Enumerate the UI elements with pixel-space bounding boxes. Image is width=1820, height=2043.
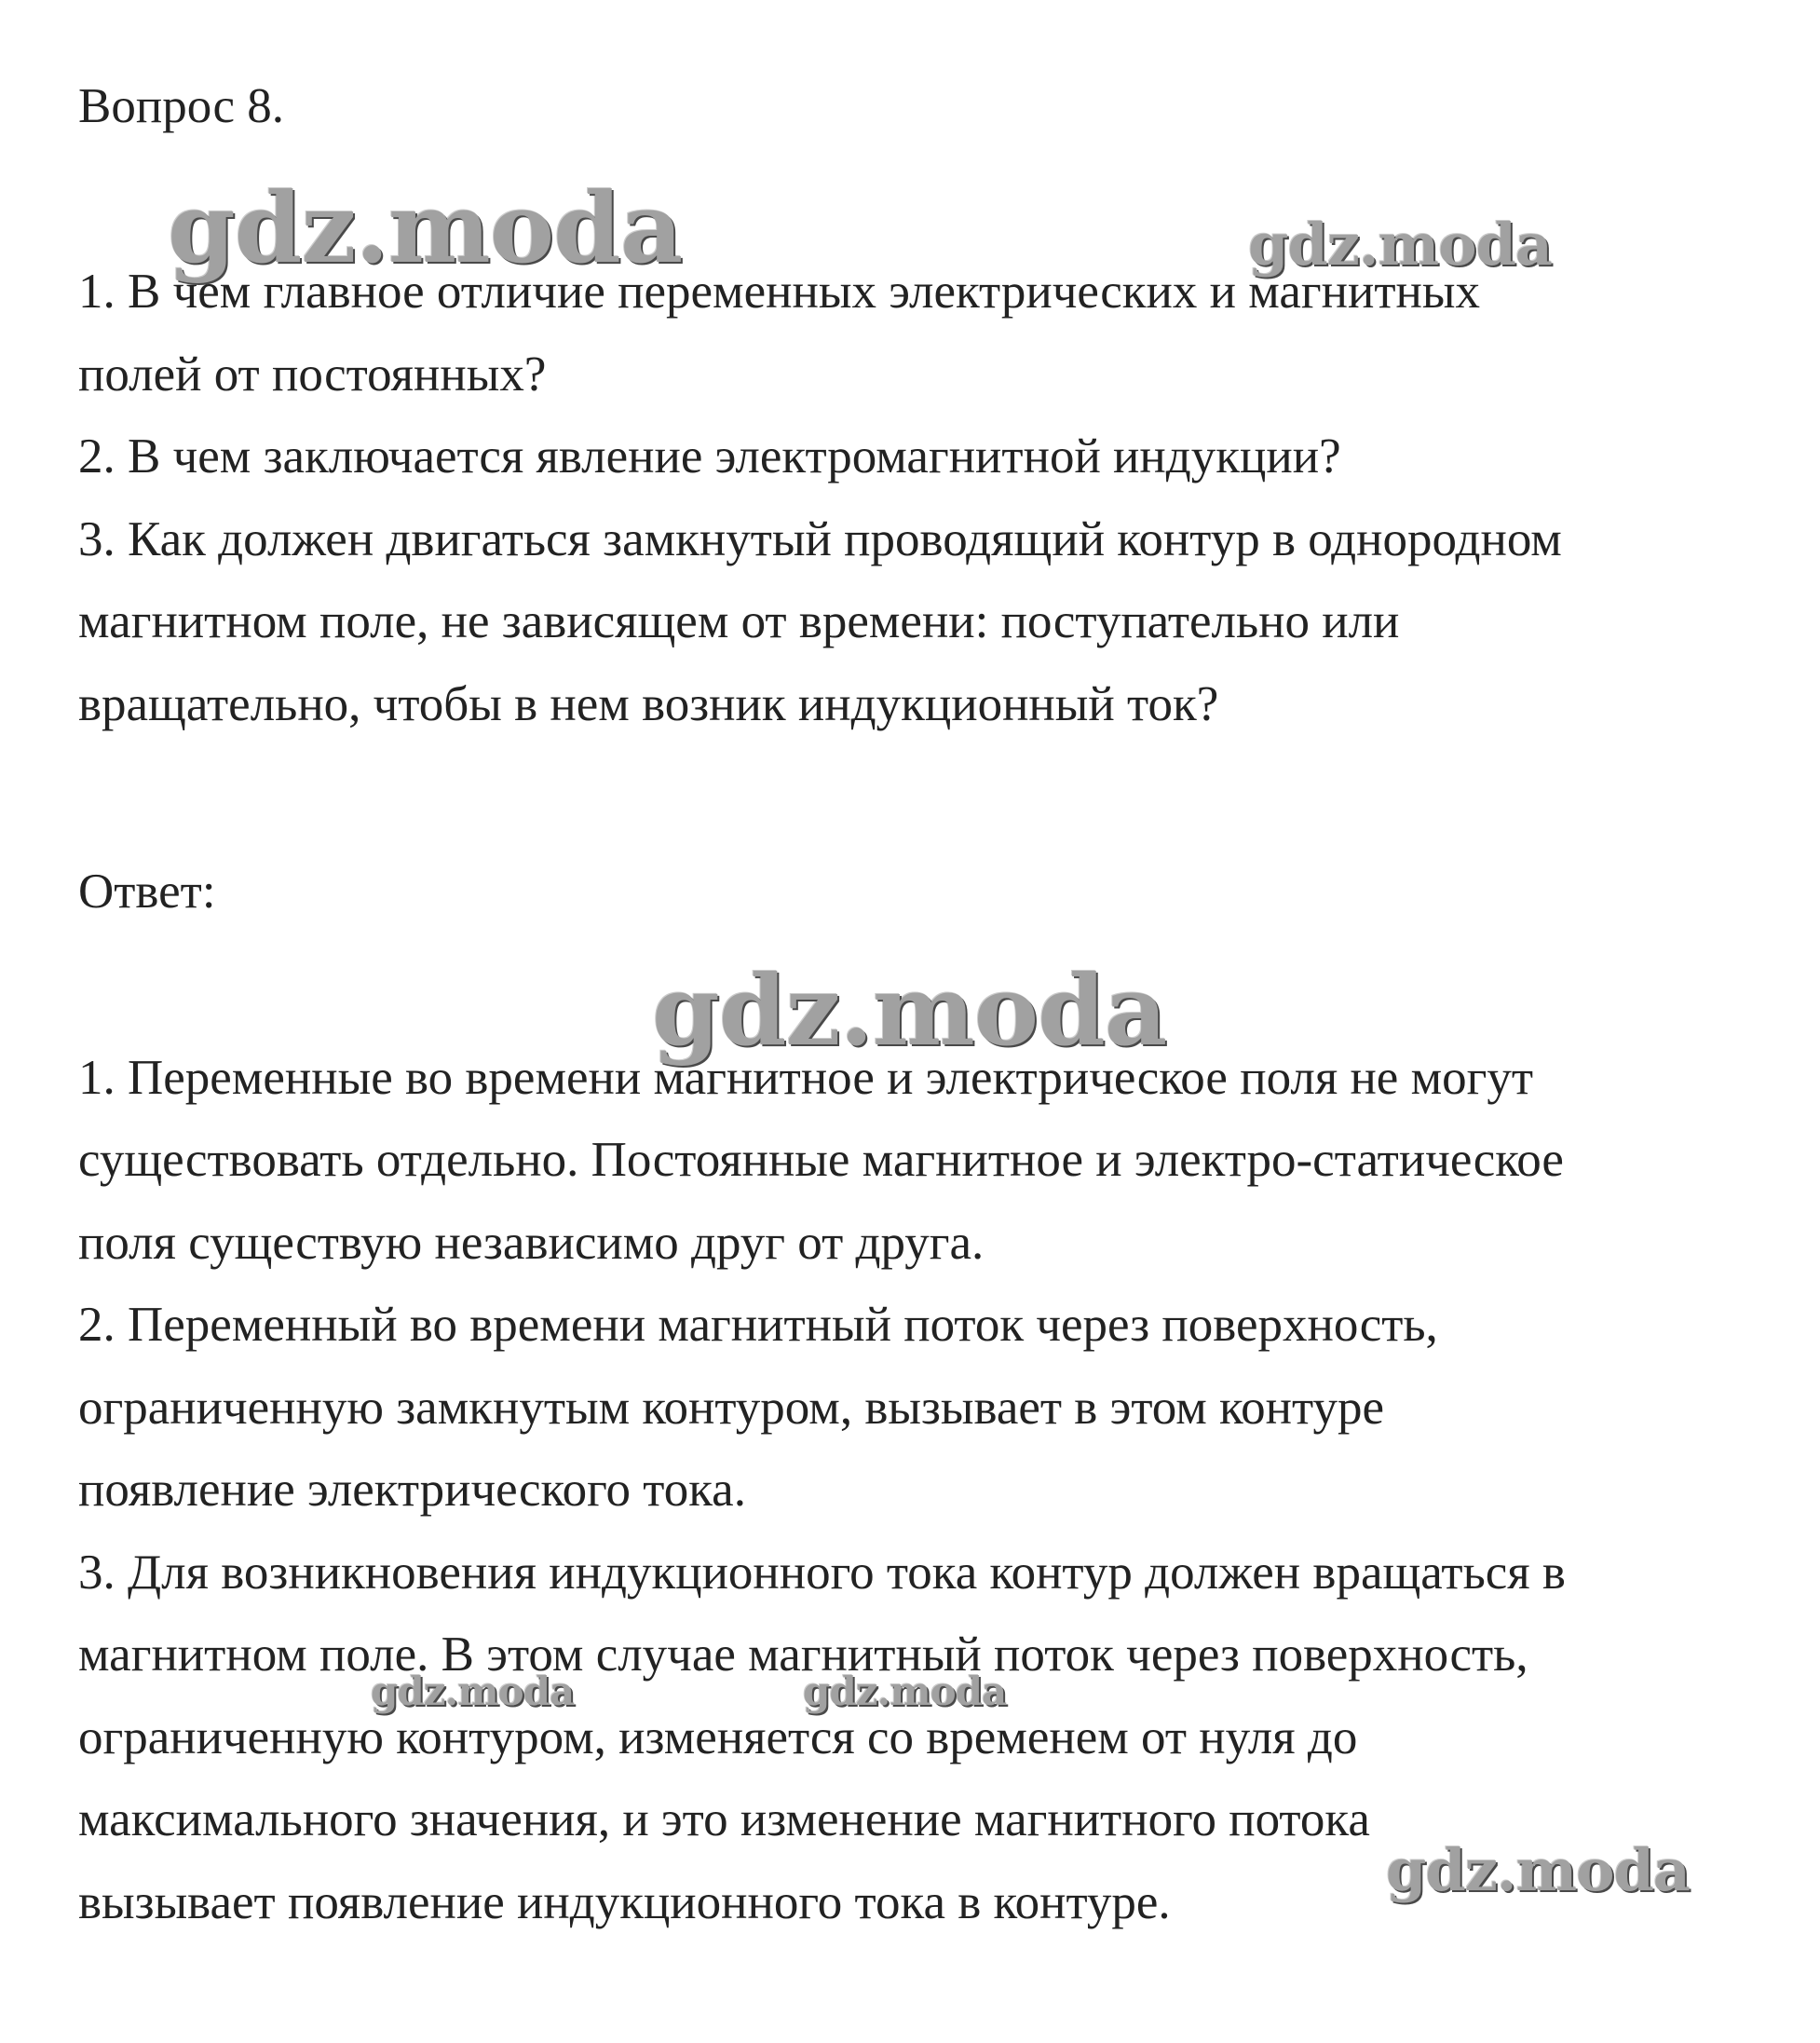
watermark-logo: gdz.moda (371, 1668, 575, 1714)
question-line: 1. В чем главное отличие переменных электрических и магнитных (78, 265, 1480, 319)
watermark-logo: gdz.moda (168, 170, 683, 285)
watermark-logo: gdz.moda (1248, 211, 1552, 279)
question-line: вращательно, чтобы в нем возник индукционный ток? (78, 677, 1219, 731)
answer-label: Ответ: (78, 865, 216, 919)
answer-line: 2. Переменный во времени магнитный поток через поверхность, (78, 1298, 1438, 1352)
question-line: 3. Как должен двигаться замкнутый проводящий контур в однородном (78, 512, 1562, 566)
answer-line: 3. Для возникновения индукционного тока контур должен вращаться в (78, 1546, 1566, 1600)
answer-line: поля существую независимо друг от друга. (78, 1216, 985, 1270)
question-line: 2. В чем заключается явление электромагнитной индукции? (78, 429, 1341, 484)
answer-line: магнитном поле. В этом случае магнитный поток через поверхность, (78, 1628, 1528, 1682)
question-title: Вопрос 8. (78, 79, 285, 133)
question-line: полей от постоянных? (78, 347, 547, 402)
answer-line: существовать отдельно. Постоянные магнитное и электро-статическое (78, 1133, 1564, 1187)
answer-line: ограниченную контуром, изменяется со временем от нуля до (78, 1710, 1358, 1764)
answer-line: 1. Переменные во времени магнитное и электрическое поля не могут (78, 1051, 1534, 1105)
answer-line: максимального значения, и это изменение магнитного потока (78, 1792, 1370, 1846)
answer-line: появление электрического тока. (78, 1463, 746, 1517)
answer-line: ограниченную замкнутым контуром, вызывает в этом контуре (78, 1381, 1384, 1435)
question-line: магнитном поле, не зависящем от времени: поступательно или (78, 594, 1400, 648)
watermark-logo: gdz.moda (1386, 1836, 1690, 1904)
watermark-logo: gdz.moda (652, 953, 1167, 1068)
answer-line: вызывает появление индукционного тока в контуре. (78, 1875, 1171, 1929)
watermark-logo: gdz.moda (803, 1668, 1007, 1714)
